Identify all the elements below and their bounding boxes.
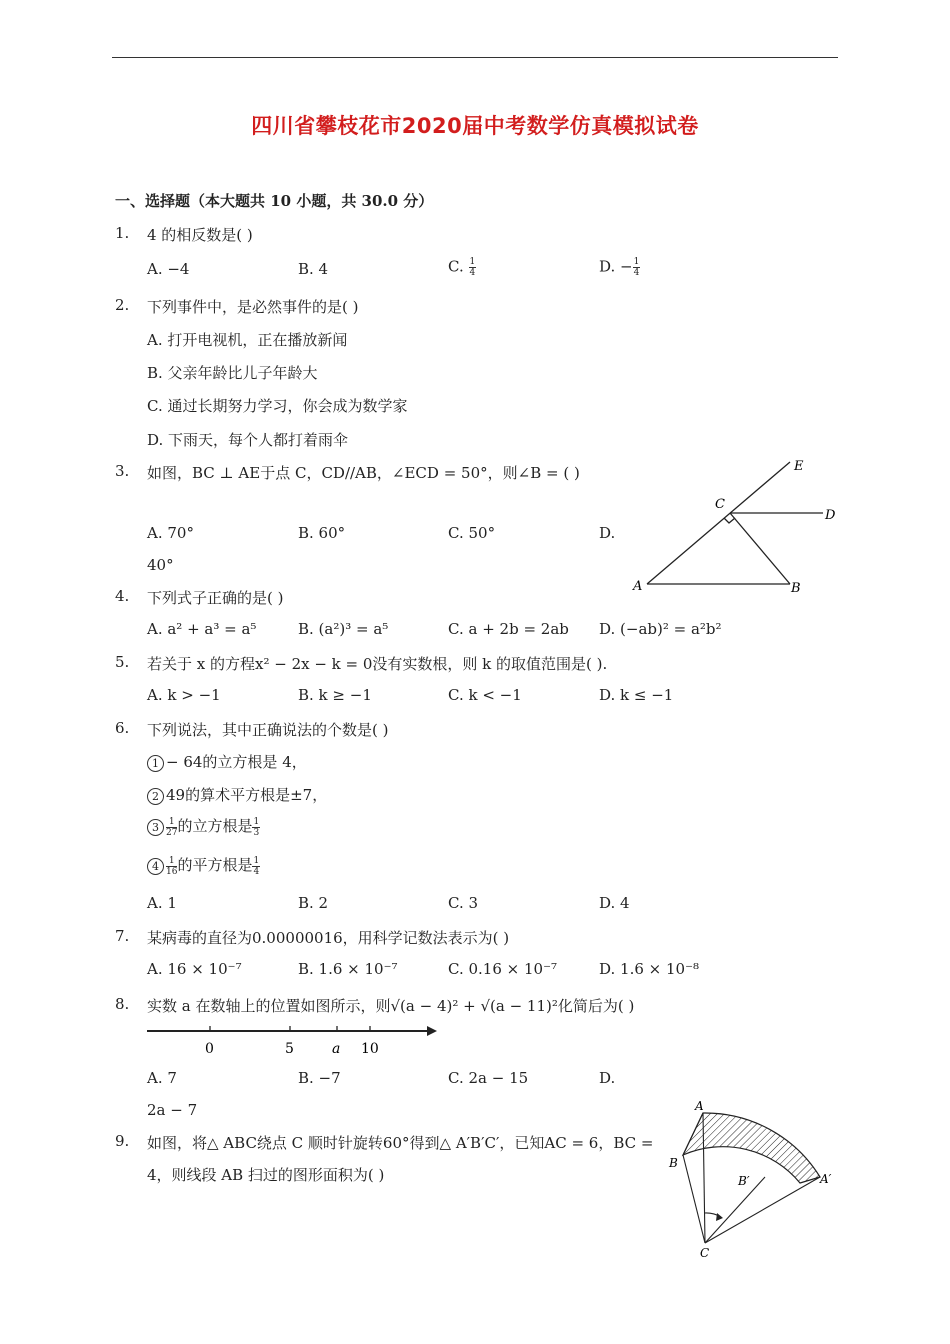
label-e: E (794, 459, 804, 474)
label-c: C (700, 1246, 710, 1260)
option-c: C. 0.16 × 10⁻⁷ (448, 960, 557, 978)
fraction: $\frac{1}{4}$ (469, 257, 476, 278)
label-b-prime: B′ (738, 1174, 750, 1188)
question-number: 6. (115, 719, 130, 737)
fraction: $\frac{1}{4}$ (253, 855, 260, 877)
line-ae (647, 462, 790, 584)
question-number: 8. (115, 995, 130, 1013)
circled-number: 2 (147, 788, 164, 805)
fraction: $\frac{1}{4}$ (633, 257, 640, 278)
fraction: $\frac{1}{3}$ (253, 816, 260, 838)
line-b2c (705, 1177, 765, 1243)
option-d: D. (599, 524, 616, 542)
option-a: A. 1 (147, 894, 177, 912)
option-a: A. 16 × 10⁻⁷ (147, 960, 242, 978)
option-b: B. 4 (298, 260, 329, 278)
tick-label-a: a (332, 1041, 341, 1057)
label-c: C (715, 497, 725, 512)
circled-number: 4 (147, 858, 164, 875)
tick-label-5: 5 (285, 1041, 294, 1057)
option-c: C. 3 (448, 894, 479, 912)
statement-2: 2 49的算术平方根是±7， (147, 784, 327, 805)
option-b: B. −7 (298, 1069, 341, 1087)
question-stem: 若关于 x 的方程x² − 2x − k = 0没有实数根，则 k 的取值范围是( ). (147, 655, 608, 673)
option-b: B. 2 (298, 894, 329, 912)
option-a: A. 7 (147, 1069, 177, 1087)
option-d: D. 4 (599, 894, 630, 912)
option-a: A. −4 (147, 260, 190, 278)
number-line (145, 1020, 445, 1060)
option-c: C. a + 2b = 2ab (448, 620, 569, 638)
option-a: A. k > −1 (147, 686, 221, 704)
question-stem-line1: 如图，将△ ABC绕点 C 顺时针旋转60°得到△ A′B′C′，已知AC = 6，BC = (147, 1134, 654, 1152)
rotation-figure (665, 1095, 845, 1260)
label-a: A (695, 1099, 704, 1113)
question-number: 3. (115, 462, 130, 480)
tick-label-10: 10 (361, 1041, 379, 1057)
rotation-arrow-icon (716, 1213, 723, 1221)
arrow-head (427, 1026, 437, 1036)
option-d: D. 下雨天，每个人都打着雨伞 (147, 431, 349, 449)
option-b: B. k ≥ −1 (298, 686, 372, 704)
option-d-continued: 40° (147, 556, 174, 574)
option-b: B. (a²)³ = a⁵ (298, 620, 389, 638)
option-d-continued: 2a − 7 (147, 1101, 198, 1119)
question-number: 9. (115, 1132, 130, 1150)
line-bc (730, 513, 790, 584)
option-d: D. − $\frac{1}{4}$ (599, 257, 640, 278)
option-c: C. 通过长期努力学习，你会成为数学家 (147, 397, 408, 415)
option-a: A. 打开电视机，正在播放新闻 (147, 331, 348, 349)
option-c: C. 2a − 15 (448, 1069, 529, 1087)
line-bc (683, 1155, 705, 1243)
question-number: 7. (115, 927, 130, 945)
label-b: B (669, 1156, 678, 1170)
label-a-prime: A′ (820, 1172, 832, 1186)
question-stem: 如图，BC ⊥ AE于点 C，CD//AB，∠ECD = 50°，则∠B = ( ) (147, 464, 580, 482)
fraction: $\frac{1}{27}$ (166, 816, 178, 838)
question-stem: 4 的相反数是( ) (147, 226, 253, 244)
option-d: D. 1.6 × 10⁻⁸ (599, 960, 700, 978)
triangle-figure (625, 452, 845, 602)
option-b: B. 父亲年龄比儿子年龄大 (147, 364, 318, 382)
line-a2c (705, 1177, 820, 1243)
circled-number: 3 (147, 819, 164, 836)
question-stem-line2: 4，则线段 AB 扫过的图形面积为( ) (147, 1166, 385, 1184)
question-stem: 下列式子正确的是( ) (147, 589, 284, 607)
header-rule (112, 57, 838, 58)
page-title: 四川省攀枝花市2020届中考数学仿真模拟试卷 (251, 114, 699, 138)
question-stem: 某病毒的直径为0.00000016，用科学记数法表示为( ) (147, 929, 510, 947)
right-angle-mark (724, 518, 735, 523)
question-stem: 下列说法，其中正确说法的个数是( ) (147, 721, 389, 739)
option-a: A. 70° (147, 524, 194, 542)
option-a: A. a² + a³ = a⁵ (147, 620, 257, 638)
fraction: $\frac{1}{16}$ (166, 855, 178, 877)
statement-4: 4 $\frac{1}{16}$ 的平方根是 $\frac{1}{4}$ (147, 854, 260, 877)
label-a: A (633, 579, 643, 594)
statement-1: 1 − 64的立方根是 4， (147, 751, 307, 772)
option-d: D. (599, 1069, 616, 1087)
question-stem: 实数 a 在数轴上的位置如图所示，则√(a − 4)² + √(a − 11)²化简后为( ) (147, 997, 635, 1015)
label-d: D (825, 508, 836, 523)
tick-label-0: 0 (205, 1041, 214, 1057)
label-b: B (791, 581, 801, 596)
question-stem: 下列事件中，是必然事件的是( ) (147, 298, 359, 316)
section-heading: 一、选择题（本大题共 10 小题，共 30.0 分） (115, 192, 434, 210)
option-b: B. 60° (298, 524, 346, 542)
option-c: C. $\frac{1}{4}$ (448, 257, 476, 278)
statement-3: 3 $\frac{1}{27}$ 的立方根是 $\frac{1}{3}$ (147, 815, 260, 838)
option-d: D. k ≤ −1 (599, 686, 674, 704)
circled-number: 1 (147, 755, 164, 772)
option-c: C. k < −1 (448, 686, 522, 704)
option-c: C. 50° (448, 524, 496, 542)
option-b: B. 1.6 × 10⁻⁷ (298, 960, 398, 978)
option-d: D. (−ab)² = a²b² (599, 620, 722, 638)
question-number: 1. (115, 224, 130, 242)
question-number: 4. (115, 587, 130, 605)
question-number: 5. (115, 653, 130, 671)
question-number: 2. (115, 296, 130, 314)
